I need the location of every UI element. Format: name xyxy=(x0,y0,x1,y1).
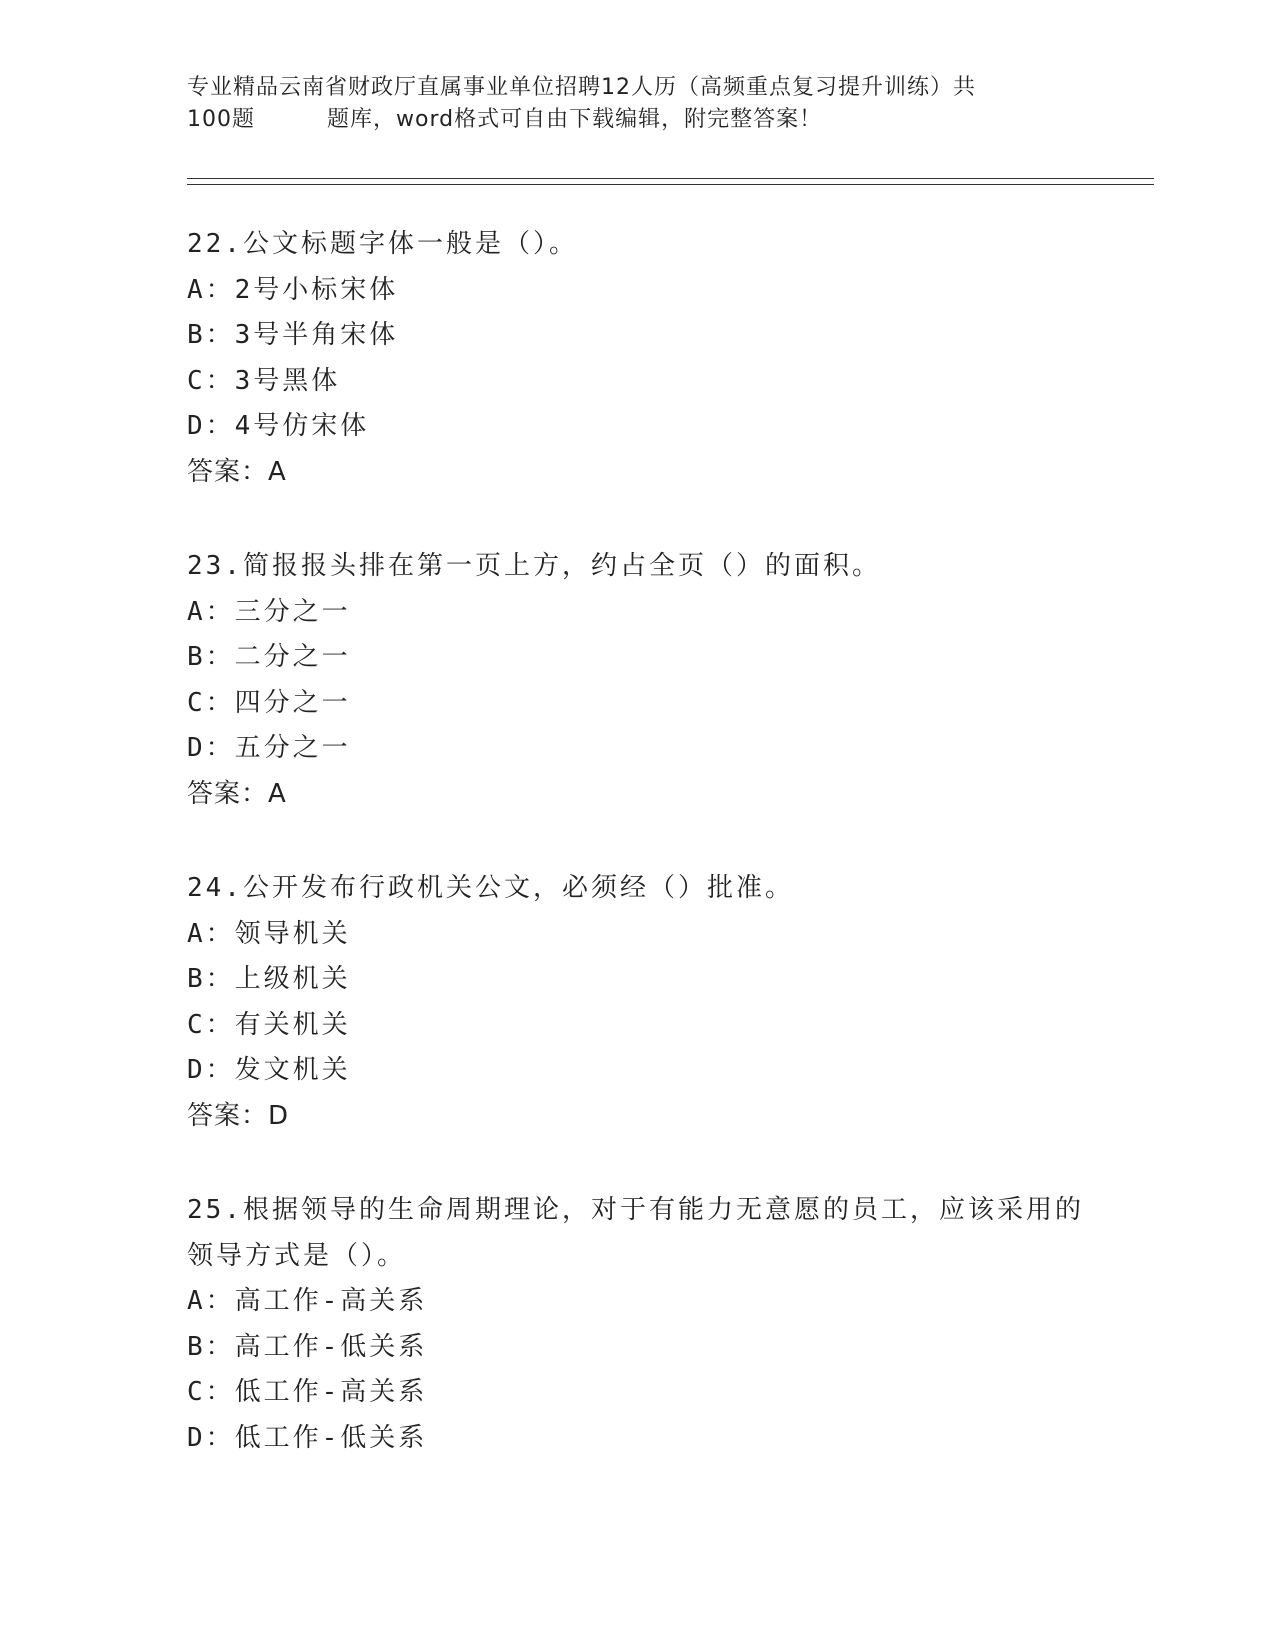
option-b: B：高工作-低关系 xyxy=(187,1331,428,1362)
option-a: A：三分之一 xyxy=(187,596,351,627)
question-text: 22.公文标题字体一般是（）。 xyxy=(187,229,578,259)
option-c: C：四分之一 xyxy=(187,687,351,718)
option-c: C：有关机关 xyxy=(187,1009,351,1040)
header-line2 xyxy=(187,104,1067,136)
header-divider xyxy=(187,178,1154,185)
option-b: B：上级机关 xyxy=(187,964,351,994)
question-25 xyxy=(187,1188,1087,1461)
option-b: B：3号半角宋体 xyxy=(187,320,399,350)
question-24 xyxy=(187,866,1087,1139)
question-22 xyxy=(187,222,1087,495)
question-23 xyxy=(187,544,1087,817)
header-title: 专业精品云南省财政厅直属事业单位招聘12人历（高频重点复习提升训练）共 xyxy=(187,75,976,100)
option-c: C：低工作-高关系 xyxy=(187,1377,428,1407)
option-c: C：3号黑体 xyxy=(187,365,341,396)
header-subtitle: 题库，word格式可自由下载编辑，附完整答案！ xyxy=(327,107,823,132)
option-a: A：高工作-高关系 xyxy=(187,1286,428,1316)
option-a: A：2号小标宋体 xyxy=(187,274,399,305)
option-d: D：五分之一 xyxy=(187,733,351,763)
option-b: B：二分之一 xyxy=(187,642,351,672)
answer: 答案：A xyxy=(187,456,287,487)
answer: 答案：D xyxy=(187,1100,290,1131)
option-d: D：发文机关 xyxy=(187,1055,351,1085)
question-text: 24.公开发布行政机关公文，必须经（）批准。 xyxy=(187,873,794,903)
option-d: D：4号仿宋体 xyxy=(187,411,370,441)
question-count: 100题 xyxy=(187,107,255,132)
question-text-line2: 领导方式是（）。 xyxy=(187,1240,407,1271)
option-d: D：低工作-低关系 xyxy=(187,1422,428,1453)
question-text-line1: 25.根据领导的生命周期理论，对于有能力无意愿的员工，应该采用的 xyxy=(187,1195,1084,1225)
page-header xyxy=(187,72,1067,136)
option-a: A：领导机关 xyxy=(187,918,351,949)
answer: 答案：A xyxy=(187,778,287,809)
question-text: 23.简报报头排在第一页上方，约占全页（）的面积。 xyxy=(187,551,881,581)
